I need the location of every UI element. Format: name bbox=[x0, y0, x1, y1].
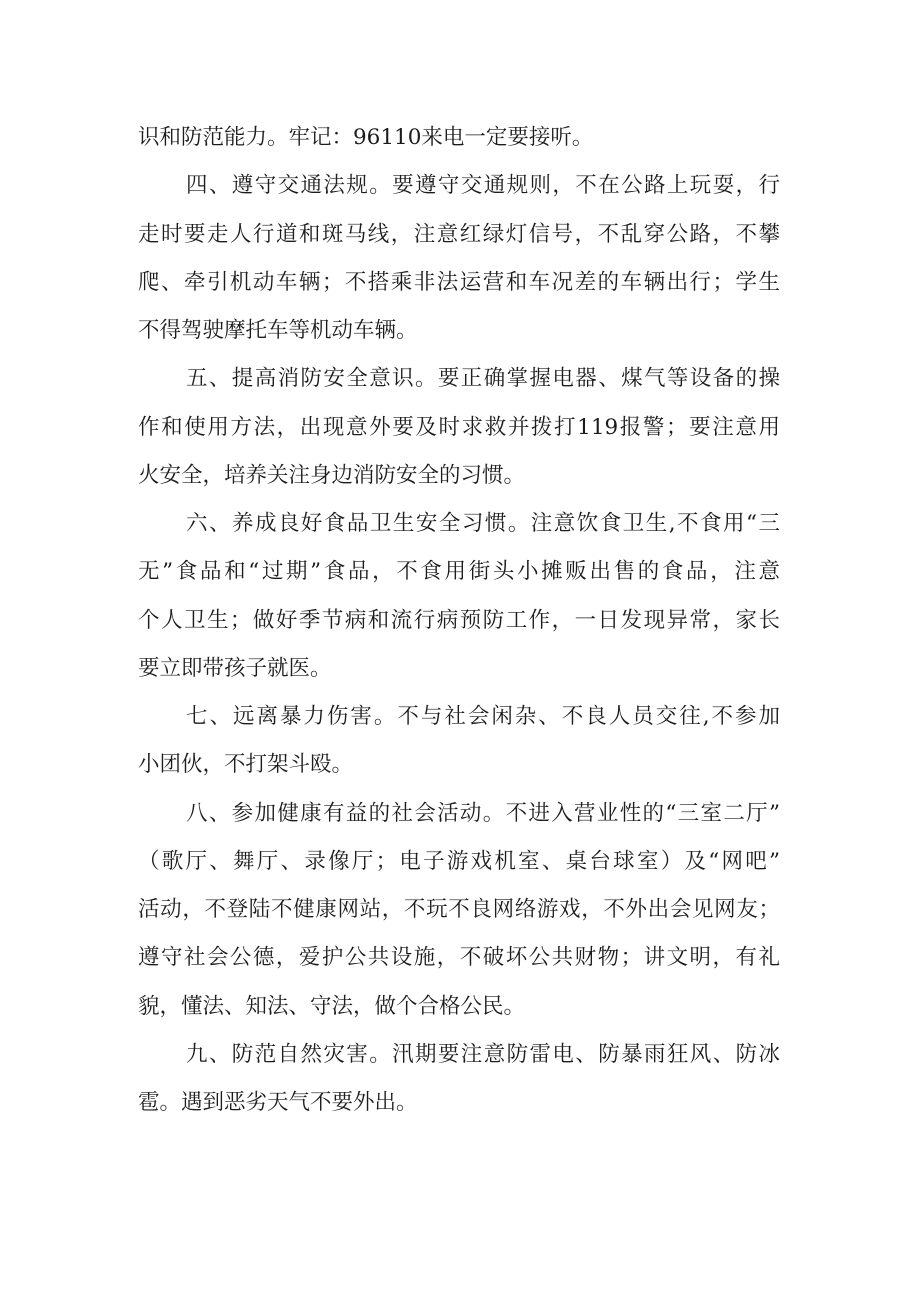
text-line: 貌，懂法、知法、守法，做个合格公民。 bbox=[138, 993, 526, 1019]
paragraph-traffic-rules bbox=[138, 162, 780, 355]
text-line: 七、远离暴力伤害。不与社会闲杂、不良人员交往,不参加 bbox=[186, 704, 780, 729]
text-line: 八、参加健康有益的社会活动。不进入营业性的“三室二厅” bbox=[186, 800, 780, 826]
text-line: 作和使用方法，出现意外要及时求救并拨打119报警；要注意用 bbox=[138, 414, 780, 440]
text-line: 九、防范自然灾害。汛期要注意防雷电、防暴雨狂风、防冰 bbox=[186, 1041, 780, 1067]
paragraph-social-activities bbox=[138, 790, 780, 1031]
text-line: 无”食品和“过期”食品，不食用街头小摊贩出售的食品，注意 bbox=[138, 559, 780, 585]
text-line: 个人卫生；做好季节病和流行病预防工作，一日发现异常，家长 bbox=[138, 607, 780, 633]
text-line: 爬、牵引机动车辆；不搭乘非法运营和车况差的车辆出行；学生 bbox=[138, 269, 780, 295]
paragraph-violence bbox=[138, 693, 780, 790]
document-body bbox=[138, 114, 780, 1127]
text-line: 识和防范能力。牢记：96110来电一定要接听。 bbox=[138, 125, 594, 150]
text-line: 不得驾驶摩托车等机动车辆。 bbox=[138, 318, 418, 343]
paragraph-fire-safety bbox=[138, 355, 780, 500]
text-line: 雹。遇到恶劣天气不要外出。 bbox=[138, 1090, 418, 1115]
text-line: 六、养成良好食品卫生安全习惯。注意饮食卫生,不食用“三 bbox=[186, 511, 780, 536]
text-line: （歌厅、舞厅、录像厅；电子游戏机室、桌台球室）及“网吧” bbox=[138, 848, 780, 874]
text-line: 五、提高消防安全意识。要正确掌握电器、煤气等设备的操 bbox=[186, 366, 780, 392]
text-line: 要立即带孩子就医。 bbox=[138, 655, 332, 681]
text-line: 活动，不登陆不健康网站，不玩不良网络游戏，不外出会见网友； bbox=[138, 897, 780, 922]
paragraph-awareness-end bbox=[138, 114, 780, 162]
text-line: 遵守社会公德，爱护公共设施，不破坏公共财物；讲文明，有礼 bbox=[138, 945, 780, 971]
paragraph-natural-disasters bbox=[138, 1031, 780, 1128]
text-line: 四、遵守交通法规。要遵守交通规则，不在公路上玩耍，行 bbox=[186, 173, 780, 199]
text-line: 小团伙，不打架斗殴。 bbox=[138, 752, 354, 778]
text-line: 走时要走人行道和斑马线，注意红绿灯信号，不乱穿公路，不攀 bbox=[138, 221, 780, 247]
paragraph-food-hygiene bbox=[138, 500, 780, 693]
text-line: 火安全，培养关注身边消防安全的习惯。 bbox=[138, 462, 526, 488]
